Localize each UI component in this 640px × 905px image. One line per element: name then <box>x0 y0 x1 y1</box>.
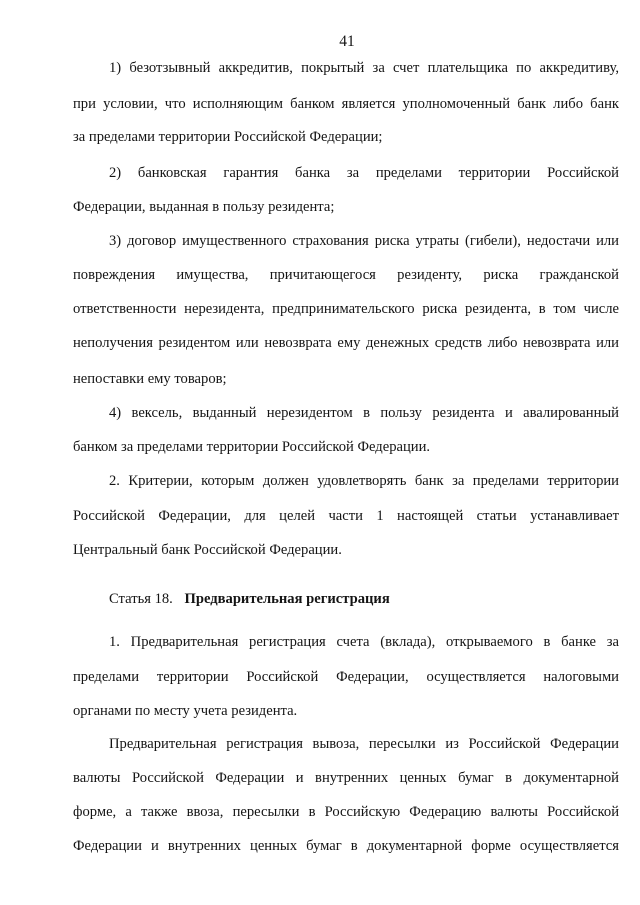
text-line: органами по месту учета резидента. <box>73 703 298 719</box>
article-title: Предварительная регистрация <box>184 591 390 607</box>
article-label: Статья 18. <box>109 591 173 607</box>
text-line: 1) безотзывный аккредитив, покрытый за счет плательщика по аккредитиву, <box>109 60 619 76</box>
text-line: банком за пределами территории Российской Федерации. <box>73 439 431 455</box>
article-heading <box>109 590 640 608</box>
text-line: пределами территории Российской Федерации, осуществляется налоговыми <box>73 669 619 685</box>
text-line: ответственности нерезидента, предпринимательского риска резидента, в том числе <box>73 301 619 317</box>
text-line: 1. Предварительная регистрация счета (вклада), открываемого в банке за <box>109 634 619 650</box>
text-line: при условии, что исполняющим банком является уполномоченный банк либо банк <box>73 96 619 112</box>
text-line: Федерации, выданная в пользу резидента; <box>73 199 335 215</box>
text-line: за пределами территории Российской Федерации; <box>73 129 383 145</box>
text-line: непоставки ему товаров; <box>73 371 227 387</box>
text-line: Центральный банк Российской Федерации. <box>73 542 342 558</box>
text-line: Российской Федерации, для целей части 1 настоящей статьи устанавливает <box>73 508 619 524</box>
text-line: неполучения резидентом или невозврата ему денежных средств либо невозврата или <box>73 335 619 351</box>
text-line: повреждения имущества, причитающегося резиденту, риска гражданской <box>73 267 619 283</box>
text-line: 3) договор имущественного страхования риска утраты (гибели), недостачи или <box>109 233 619 249</box>
text-line: форме, а также ввоза, пересылки в Российскую Федерацию валюты Российской <box>73 804 619 820</box>
text-line: 2. Критерии, которым должен удовлетворять банк за пределами территории <box>109 473 619 489</box>
text-line: 4) вексель, выданный нерезидентом в пользу резидента и авалированный <box>109 405 619 421</box>
text-line: 2) банковская гарантия банка за пределами территории Российской <box>109 165 619 181</box>
text-line: валюты Российской Федерации и внутренних ценных бумаг в документарной <box>73 770 619 786</box>
text-line: Федерации и внутренних ценных бумаг в документарной форме осуществляется <box>73 838 619 854</box>
text-line: Предварительная регистрация вывоза, пересылки из Российской Федерации <box>109 736 619 752</box>
page-number: 41 <box>339 33 355 50</box>
